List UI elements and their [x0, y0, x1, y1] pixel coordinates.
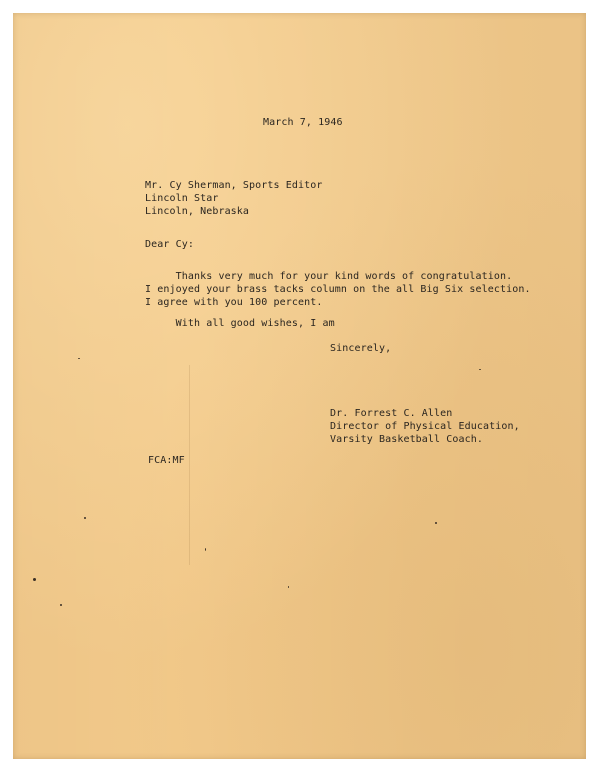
recipient-name: Mr. Cy Sherman, Sports Editor — [145, 180, 323, 191]
paper-speck — [288, 586, 289, 588]
closing: Sincerely, — [330, 343, 392, 354]
paper-speck — [33, 578, 36, 581]
recipient-organization: Lincoln Star — [145, 193, 219, 204]
body-line-3: I agree with you 100 percent. — [145, 297, 323, 308]
signer-title-1: Director of Physical Education, — [330, 421, 520, 432]
paper-crease — [189, 365, 190, 565]
letter-date: March 7, 1946 — [263, 117, 343, 128]
signer-title-2: Varsity Basketball Coach. — [330, 434, 484, 445]
paper-speck — [78, 358, 80, 359]
paper-speck — [435, 522, 437, 524]
paper-speck — [479, 369, 481, 370]
paper-speck — [60, 604, 62, 606]
body-line-4: With all good wishes, I am — [145, 318, 335, 329]
body-line-1: Thanks very much for your kind words of congratulation. — [145, 271, 513, 282]
signer-name: Dr. Forrest C. Allen — [330, 408, 453, 419]
typist-initials: FCA:MF — [148, 455, 185, 466]
paper-speck — [205, 548, 206, 551]
salutation: Dear Cy: — [145, 239, 194, 250]
recipient-city: Lincoln, Nebraska — [145, 206, 250, 217]
paper-speck — [84, 517, 86, 519]
body-line-2: I enjoyed your brass tacks column on the all Big Six selection. — [145, 284, 531, 295]
